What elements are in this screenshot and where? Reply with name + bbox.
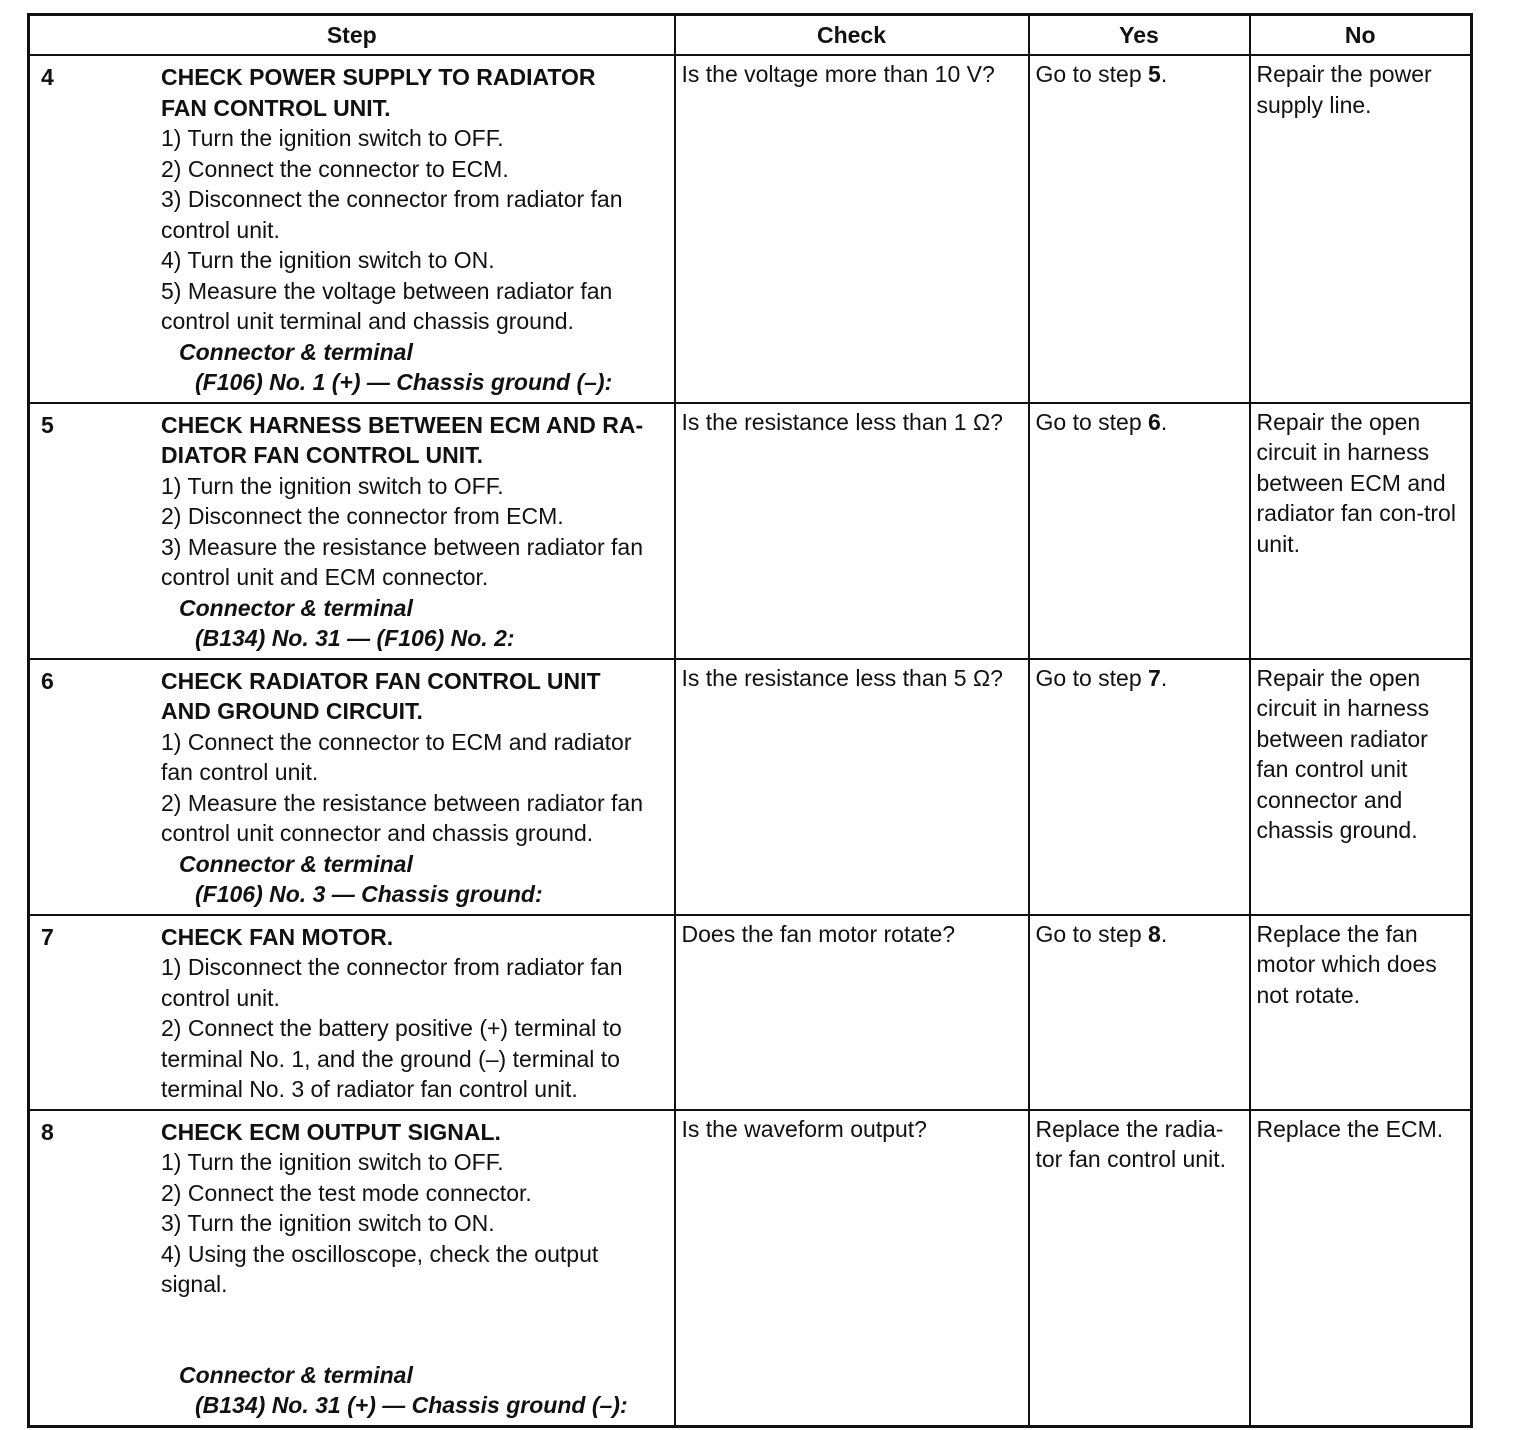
instruction: 3) Turn the ignition switch to ON. [161, 1210, 495, 1236]
instruction: 4) Turn the ignition switch to ON. [161, 247, 495, 273]
instruction: 4) Using the oscilloscope, check the output signal. [161, 1240, 599, 1297]
step-body [161, 1114, 669, 1423]
step-title: CHECK ECM OUTPUT SIGNAL. [161, 1118, 501, 1145]
instruction: 2) Connect the test mode connector. [161, 1179, 532, 1206]
step-title: CHECK HARNESS BETWEEN ECM AND RA- [161, 411, 644, 438]
step-title: FAN CONTROL UNIT. [161, 94, 391, 121]
header-step: Step [29, 15, 675, 56]
step-body [161, 663, 669, 912]
step-cell [29, 659, 675, 915]
instruction: 3) Disconnect the connector from radiator fan control unit. [161, 186, 623, 243]
diagnostic-table [27, 13, 1473, 1428]
instruction: 2) Measure the resistance between radiator fan control unit connector and chassis ground. [161, 789, 643, 846]
step-body [161, 407, 669, 656]
table-row [29, 55, 1472, 403]
connector-label: Connector & terminal [179, 594, 413, 621]
header-no: No [1250, 15, 1472, 56]
step-number: 5 [41, 411, 54, 438]
no-cell: Repair the power supply line. [1250, 55, 1472, 403]
instruction: 1) Disconnect the connector from radiator fan control unit. [161, 954, 623, 1011]
yes-suffix: . [1160, 408, 1168, 435]
header-yes: Yes [1029, 15, 1250, 56]
instruction: 1) Connect the connector to ECM and radiator fan control unit. [161, 728, 632, 785]
step-body [161, 59, 669, 400]
yes-cell: Replace the radia-tor fan control unit. [1029, 1110, 1250, 1427]
header-check: Check [675, 15, 1029, 56]
step-number: 6 [41, 667, 54, 694]
no-cell: Replace the ECM. [1250, 1110, 1472, 1427]
instruction: 1) Turn the ignition switch to OFF. [161, 472, 504, 499]
step-title: CHECK FAN MOTOR. [161, 923, 394, 950]
connector-label: Connector & terminal [179, 1361, 413, 1388]
step-cell [29, 55, 675, 403]
yes-cell [1029, 915, 1250, 1110]
connector-value: (F106) No. 1 (+) — Chassis ground (–): [195, 369, 613, 395]
step-body [161, 919, 669, 1107]
yes-step-ref: 6 [1148, 408, 1161, 435]
step-cell [29, 1110, 675, 1427]
yes-step-ref: 8 [1148, 920, 1161, 947]
yes-cell [1029, 55, 1250, 403]
step-title: DIATOR FAN CONTROL UNIT. [161, 442, 483, 468]
no-cell: Repair the open circuit in harness between radiator fan control unit connector and chassis ground. [1250, 659, 1472, 915]
instruction: 2) Disconnect the connector from ECM. [161, 503, 564, 529]
step-number: 7 [41, 923, 54, 950]
instruction: 2) Connect the connector to ECM. [161, 155, 509, 182]
yes-prefix: Go to step [1035, 920, 1149, 947]
no-cell: Replace the fan motor which does not rotate. [1250, 915, 1472, 1110]
table-row [29, 1110, 1472, 1427]
step-cell [29, 403, 675, 659]
yes-suffix: . [1160, 920, 1168, 947]
check-cell: Is the waveform output? [675, 1110, 1029, 1427]
yes-suffix: . [1160, 664, 1168, 691]
yes-step-ref: 5 [1148, 61, 1161, 87]
step-number: 4 [41, 64, 54, 90]
check-cell: Does the fan motor rotate? [675, 915, 1029, 1110]
yes-suffix: . [1160, 61, 1168, 87]
connector-value: (F106) No. 3 — Chassis ground: [195, 881, 543, 907]
check-cell: Is the resistance less than 1 Ω? [675, 403, 1029, 659]
connector-label: Connector & terminal [179, 850, 413, 877]
yes-prefix: Go to step [1035, 408, 1149, 435]
header-row [29, 15, 1472, 56]
no-cell: Repair the open circuit in harness between ECM and radiator fan con-trol unit. [1250, 403, 1472, 659]
table-row [29, 915, 1472, 1110]
spacer [161, 1300, 665, 1360]
step-cell [29, 915, 675, 1110]
table-row [29, 403, 1472, 659]
connector-value: (B134) No. 31 (+) — Chassis ground (–): [195, 1392, 628, 1418]
instruction: 3) Measure the resistance between radiator fan control unit and ECM connector. [161, 533, 643, 590]
yes-cell [1029, 403, 1250, 659]
yes-prefix: Go to step [1035, 61, 1149, 87]
check-cell: Is the resistance less than 5 Ω? [675, 659, 1029, 915]
check-cell: Is the voltage more than 10 V? [675, 55, 1029, 403]
table-row [29, 659, 1472, 915]
instruction: 5) Measure the voltage between radiator fan control unit terminal and chassis ground. [161, 277, 613, 334]
step-number: 8 [41, 1118, 54, 1145]
yes-step-ref: 7 [1148, 664, 1161, 691]
yes-cell [1029, 659, 1250, 915]
instruction: 2) Connect the battery positive (+) terminal to terminal No. 1, and the ground (–) terminal to terminal No. 3 of radiator fan control unit. [161, 1015, 622, 1102]
step-title: AND GROUND CIRCUIT. [161, 698, 423, 724]
yes-prefix: Go to step [1035, 664, 1149, 691]
step-title: CHECK POWER SUPPLY TO RADIATOR [161, 64, 596, 90]
step-title: CHECK RADIATOR FAN CONTROL UNIT [161, 667, 601, 694]
connector-label: Connector & terminal [179, 338, 413, 365]
instruction: 1) Turn the ignition switch to OFF. [161, 125, 504, 151]
connector-value: (B134) No. 31 — (F106) No. 2: [195, 625, 515, 651]
instruction: 1) Turn the ignition switch to OFF. [161, 1149, 504, 1175]
